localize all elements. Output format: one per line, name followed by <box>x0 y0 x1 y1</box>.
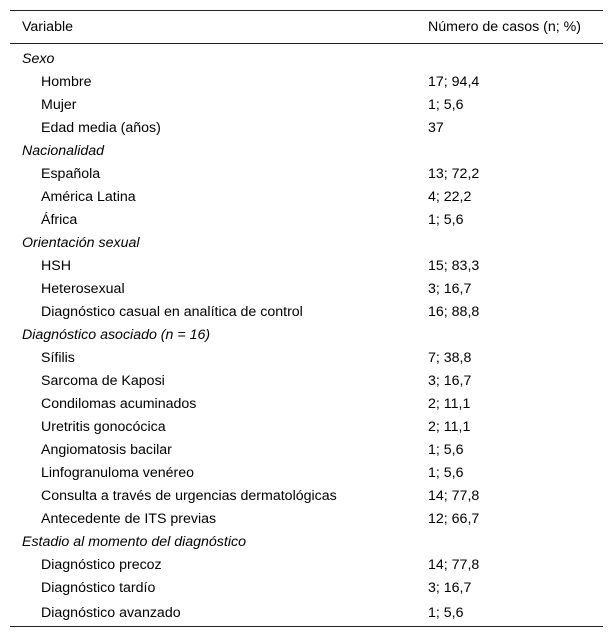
table-row <box>10 576 603 599</box>
cases-cell: 1; 5,6 <box>428 604 464 621</box>
table-row <box>10 300 603 323</box>
cases-cell: 1; 5,6 <box>428 96 464 113</box>
header-cases: Número de casos (n; %) <box>416 11 603 44</box>
cases-cell: 3; 16,7 <box>428 372 472 389</box>
variable-cell: Linfogranuloma venéreo <box>41 464 195 481</box>
data-table-container <box>10 10 603 627</box>
variable-cell: África <box>41 211 78 228</box>
cases-cell <box>416 323 603 346</box>
variable-cell: Heterosexual <box>41 280 125 297</box>
table-row <box>10 438 603 461</box>
variable-cell: Angiomatosis bacilar <box>41 441 172 458</box>
cases-cell <box>416 44 603 71</box>
variable-cell: Sífilis <box>41 349 75 366</box>
variable-cell: América Latina <box>41 188 136 205</box>
group-label: Sexo <box>22 50 55 67</box>
table-group-row <box>10 44 603 71</box>
header-variable: Variable <box>10 11 416 44</box>
variable-cell: Diagnóstico precoz <box>41 556 162 573</box>
cases-cell: 1; 5,6 <box>428 441 464 458</box>
variable-cell: Edad media (años) <box>41 119 161 136</box>
group-label: Orientación sexual <box>22 234 140 251</box>
cases-cell: 14; 77,8 <box>428 556 480 573</box>
variable-cell: Española <box>41 165 101 182</box>
table-row <box>10 70 603 93</box>
cases-cell: 17; 94,4 <box>428 73 480 90</box>
variable-cell: Hombre <box>41 73 92 90</box>
cases-cell: 12; 66,7 <box>428 510 480 527</box>
cases-cell: 15; 83,3 <box>428 257 480 274</box>
cases-cell: 16; 88,8 <box>428 303 480 320</box>
variable-cell: Antecedente de ITS previas <box>41 510 217 527</box>
cases-cell: 3; 16,7 <box>428 280 472 297</box>
table-row <box>10 415 603 438</box>
table-row <box>10 277 603 300</box>
table-row <box>10 369 603 392</box>
table-row <box>10 599 603 627</box>
table-body <box>10 44 603 627</box>
cases-cell <box>416 231 603 254</box>
group-label: Diagnóstico asociado (n = 16) <box>22 326 211 343</box>
table-header <box>10 11 603 44</box>
table-group-row <box>10 139 603 162</box>
table-row <box>10 162 603 185</box>
group-label: Nacionalidad <box>22 142 105 159</box>
variable-cell: Uretritis gonocócica <box>41 418 166 435</box>
cases-cell: 2; 11,1 <box>428 418 471 435</box>
variable-cell: Diagnóstico avanzado <box>41 604 181 621</box>
cases-cell <box>416 139 603 162</box>
header-row <box>10 11 603 44</box>
table-row <box>10 93 603 116</box>
variable-cell: Mujer <box>41 96 77 113</box>
variable-cell: Diagnóstico casual en analítica de control <box>41 303 303 320</box>
cases-cell: 1; 5,6 <box>428 464 464 481</box>
variable-cell: HSH <box>41 257 71 274</box>
table-group-row <box>10 530 603 553</box>
table-row <box>10 116 603 139</box>
cases-cell: 14; 77,8 <box>428 487 480 504</box>
table-row <box>10 484 603 507</box>
table-group-row <box>10 323 603 346</box>
cases-cell: 37 <box>428 119 444 136</box>
cases-cell: 7; 38,8 <box>428 349 472 366</box>
cases-cell: 4; 22,2 <box>428 188 472 205</box>
cases-cell <box>416 530 603 553</box>
variable-cell: Consulta a través de urgencias dermatológicas <box>41 487 337 504</box>
data-table <box>10 10 603 627</box>
table-row <box>10 507 603 530</box>
table-group-row <box>10 231 603 254</box>
table-row <box>10 461 603 484</box>
cases-cell: 2; 11,1 <box>428 395 471 412</box>
table-row <box>10 553 603 576</box>
table-row <box>10 346 603 369</box>
variable-cell: Condilomas acuminados <box>41 395 197 412</box>
table-row <box>10 392 603 415</box>
cases-cell: 13; 72,2 <box>428 165 480 182</box>
group-label: Estadio al momento del diagnóstico <box>22 533 246 550</box>
cases-cell: 1; 5,6 <box>428 211 464 228</box>
table-row <box>10 208 603 231</box>
table-row <box>10 185 603 208</box>
table-row <box>10 254 603 277</box>
cases-cell: 3; 16,7 <box>428 579 472 596</box>
variable-cell: Sarcoma de Kaposi <box>41 372 165 389</box>
variable-cell: Diagnóstico tardío <box>41 579 156 596</box>
